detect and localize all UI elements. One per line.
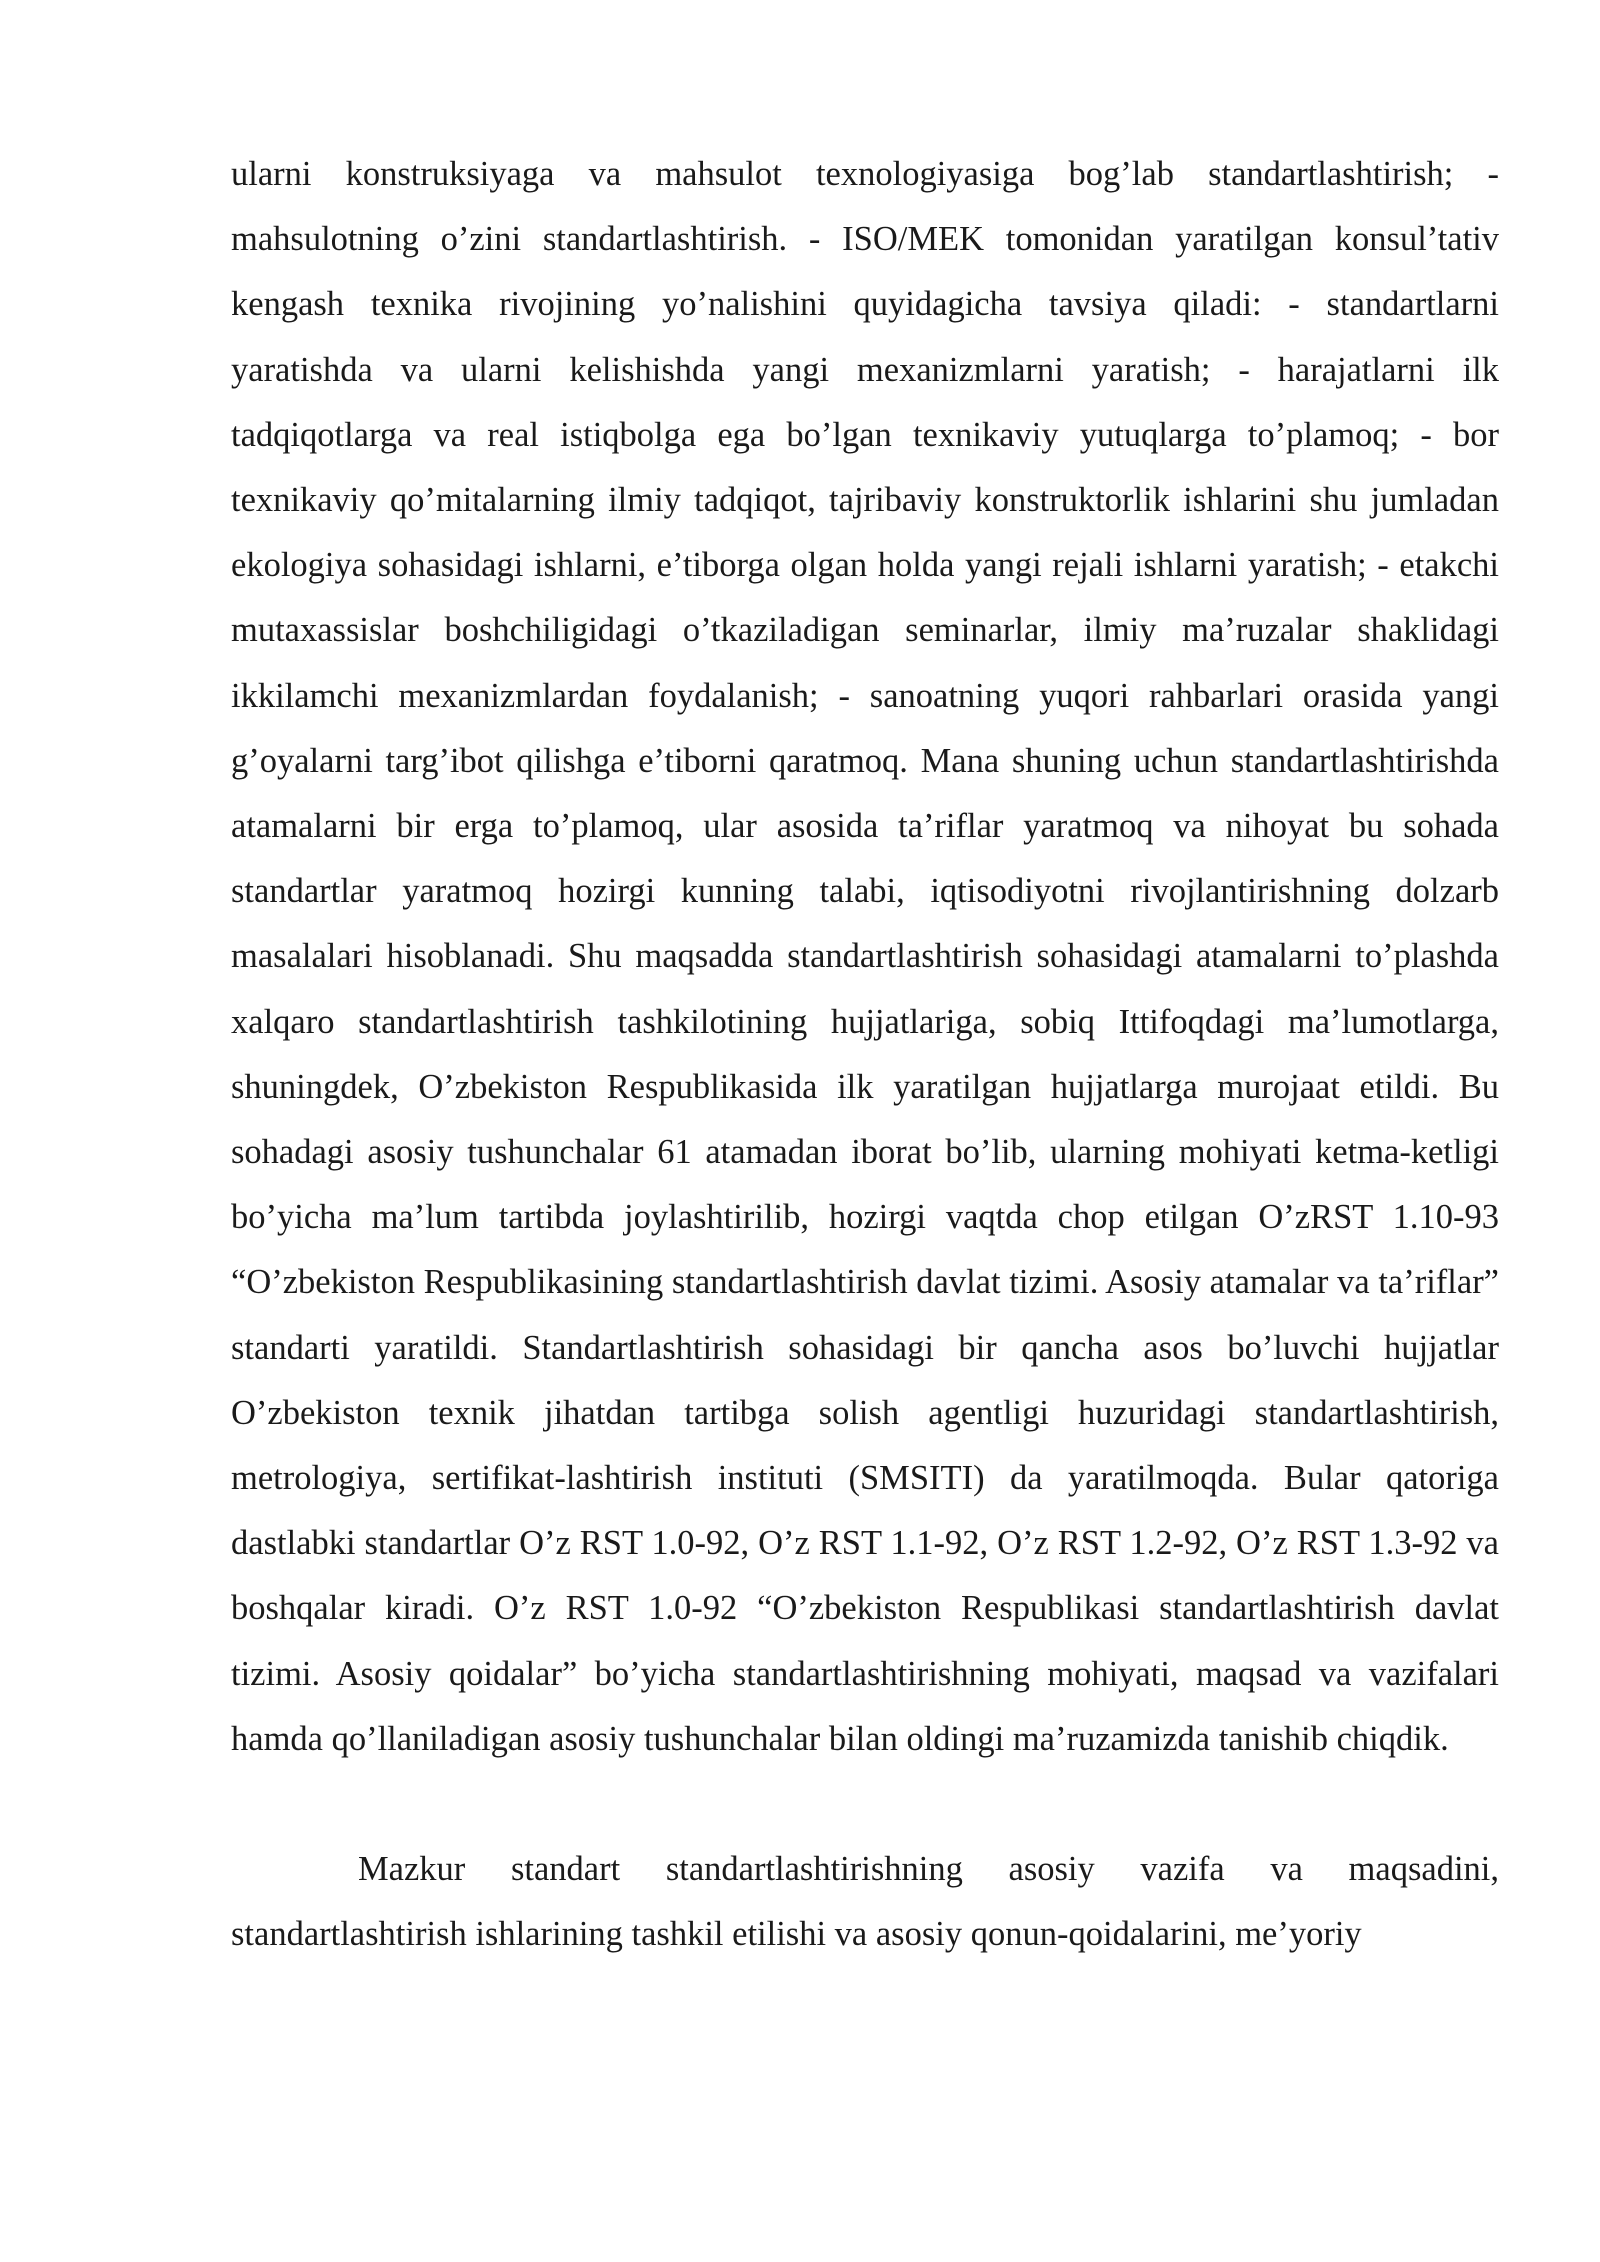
body-paragraph: ularni konstruksiyaga va mahsulot texnologiyasiga bog’lab standartlashtirish; - mahsulotning o’zini standartlashtirish. - ISO/MEK tomonidan yaratilgan konsul’tativ kengash texnika rivojining yo’nalishini quyidagicha tavsiya qiladi: - standartlarni yaratishda va ularni kelishishda yangi mexanizmlarni yaratish; - harajatlarni ilk tadqiqotlarga va real istiqbolga ega bo’lgan texnikaviy yutuqlarga to’plamoq; - bor texnikaviy qo’mitalarning ilmiy tadqiqot, tajribaviy konstruktorlik ishlarini shu jumladan ekologiya sohasidagi ishlarni, e’tiborga olgan holda yangi rejali ishlarni yaratish; - etakchi mutaxassislar boshchiligidagi o’tkaziladigan seminarlar, ilmiy ma’ruzalar shaklidagi ikkilamchi mexanizmlardan foydalanish; - sanoatning yuqori rahbarlari orasida yangi g’oyalarni targ’ibot qilishga e’tiborni qaratmoq. Mana shuning uchun standartlashtirishda atamalarni bir erga to’plamoq, ular asosida ta’riflar yaratmoq va nihoyat bu sohada standartlar yaratmoq hozirgi kunning talabi, iqtisodiyotni rivojlantirishning dolzarb masalalari hisoblanadi. Shu maqsadda standartlashtirish sohasidagi atamalarni to’plashda xalqaro standartlashtirish tashkilotining hujjatlariga, sobiq Ittifoqdagi ma’lumotlarga, shuningdek, O’zbekiston Respublikasida ilk yaratilgan hujjatlarga murojaat etildi. Bu sohadagi asosiy tushunchalar 61 atamadan iborat bo’lib, ularning mohiyati ketma-ketligi bo’yicha ma’lum tartibda joylashtirilib, hozirgi vaqtda chop etilgan O’zRST 1.10-93 “O’zbekiston Respublikasining standartlashtirish davlat tizimi. Asosiy atamalar va ta’riflar” standarti yaratildi. Standartlashtirish sohasidagi bir qancha asos bo’luvchi hujjatlar O’zbekiston texnik jihatdan tartibga solish agentligi huzuridagi standartlashtirish, metrologiya, sertifikat-lashtirish instituti (SMSITI) da yaratilmoqda. Bular qatoriga dastlabki standartlar O’z RST 1.0-92, O’z RST 1.1-92, O’z RST 1.2-92, O’z RST 1.3-92 va boshqalar kiradi. O’z RST 1.0-92 “O’zbekiston Respublikasi standartlashtirish davlat tizimi. Asosiy qoidalar” bo’yicha standartlashtirishning mohiyati, maqsad va vazifalari hamda qo’llaniladigan asosiy tushunchalar bilan oldingi ma’ruzamizda tanishib chiqdik. (231, 155, 1499, 1758)
document-body (231, 142, 1499, 1968)
body-paragraph: Mazkur standart standartlashtirishning asosiy vazifa va maqsadini, standartlashtirish ishlarining tashkil etilishi va asosiy qonun-qoidalarini, me’yoriy (231, 1850, 1499, 1954)
